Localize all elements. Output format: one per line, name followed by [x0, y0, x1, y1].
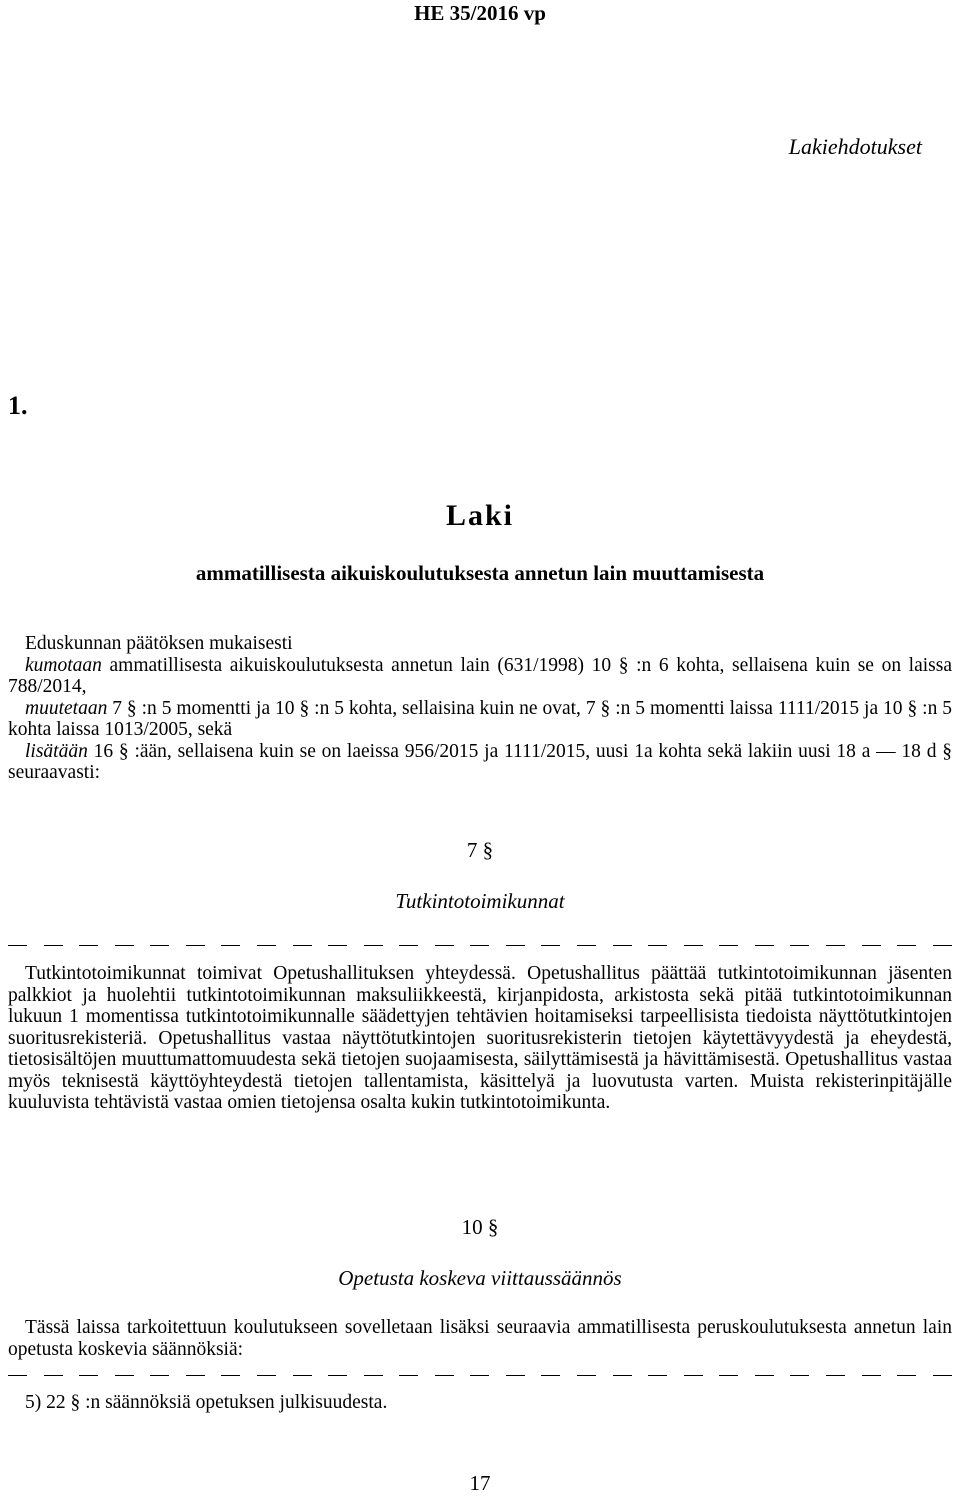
intro-paragraph-repeal [8, 655, 952, 698]
omission-dash [79, 1375, 98, 1379]
section-number: 10 § [461, 1215, 499, 1239]
intro-paragraph-amend [8, 698, 952, 741]
omission-dash [44, 945, 63, 949]
omission-dash [44, 1375, 63, 1379]
intro-keyword: kumotaan [25, 654, 102, 676]
omission-dash [862, 945, 881, 949]
section-title: Tutkintotoimikunnat [395, 889, 565, 913]
omission-dash [684, 945, 703, 949]
omission-dash [755, 945, 774, 949]
section-paragraph: Tutkintotoimikunnat toimivat Opetushallituksen yhteydessä. Opetushallitus päättää tutkintotoimikunnan jäsenten palkkiot ja huolehtii tutkintotoimikunnan maksuliikkeestä, kirjanpidosta, arkistosta sekä pitää tutkintotoimikunnan lukuun 1 momentissa tutkintotoimikunnalle säädettyjen tehtävien hoitamiseksi tarpeellisista tiedoista näyttötutkintojen suoritusrekisteriä. Opetushallitus vastaa näyttötutkintojen suoritusrekisterin tietojen käytettävyydestä ja eheydestä, tietosisältöjen muuttumattomuudesta sekä tietojen suojaamisesta, säilyttämisestä ja hävittämisestä. Opetushallitus vastaa myös teknisestä käyttöyhteydestä tietojen tallentamista, käsittelyä ja luovutusta varten. Muista rekisterinpitäjälle kuuluvista tehtävistä vastaa omien tietojensa osalta kukin tutkintotoimikunta. [8, 963, 952, 1113]
omission-dash [933, 1375, 952, 1379]
omission-dash [79, 945, 98, 949]
omission-dash [684, 1375, 703, 1379]
law-number: 1. [8, 391, 28, 420]
omission-dash [293, 1375, 312, 1379]
omission-dash [221, 1375, 240, 1379]
law-title: Laki [445, 499, 515, 532]
section-heading-proposals: Lakiehdotukset [788, 134, 922, 159]
omission-dash [150, 945, 169, 949]
omission-dash [933, 945, 952, 949]
omission-dash [897, 1375, 916, 1379]
omission-dash [115, 1375, 134, 1379]
omission-dash [186, 1375, 205, 1379]
omission-dash [719, 945, 738, 949]
omission-dash [826, 945, 845, 949]
section-body [8, 963, 952, 1114]
omission-dash [399, 945, 418, 949]
omission-dash [8, 1375, 27, 1379]
omission-dash [648, 1375, 667, 1379]
intro-text: ammatillisesta aikuiskoulutuksesta annetun lain (631/1998) 10 § :n 6 kohta, sellaisena kuin se on laissa 788/2014, [8, 654, 952, 697]
omission-dash [435, 1375, 454, 1379]
omission-dash [257, 1375, 276, 1379]
document-header: HE 35/2016 vp [414, 1, 546, 25]
omission-dash [115, 945, 134, 949]
omission-dash [506, 945, 525, 949]
intro-text: 7 § :n 5 momentti ja 10 § :n 5 kohta, sellaisina kuin ne ovat, 7 § :n 5 momentti laissa 1111/2015 ja 10 § :n 5 kohta laissa 1013/2005, sekä [8, 697, 952, 740]
omission-dash [862, 1375, 881, 1379]
omission-line [8, 1375, 952, 1379]
omission-dash [541, 1375, 560, 1379]
section-body [8, 1392, 952, 1414]
omission-dash [577, 1375, 596, 1379]
omission-dash [293, 945, 312, 949]
omission-dash [186, 945, 205, 949]
omission-dash [790, 1375, 809, 1379]
intro-paragraph-add [8, 741, 952, 784]
omission-dash [826, 1375, 845, 1379]
omission-line [8, 945, 952, 949]
section-title: Opetusta koskeva viittaussäännös [338, 1266, 622, 1290]
law-subtitle: ammatillisesta aikuiskoulutuksesta annetun lain muuttamisesta [195, 561, 765, 585]
omission-dash [897, 945, 916, 949]
omission-dash [506, 1375, 525, 1379]
section-number: 7 § [466, 838, 494, 862]
omission-dash [8, 945, 27, 949]
omission-dash [613, 945, 632, 949]
omission-dash [648, 945, 667, 949]
intro-keyword: muutetaan [25, 697, 108, 719]
omission-dash [719, 1375, 738, 1379]
intro-line: Eduskunnan päätöksen mukaisesti [25, 633, 293, 654]
omission-dash [577, 945, 596, 949]
section-paragraph: Tässä laissa tarkoitettuun koulutukseen sovelletaan lisäksi seuraavia ammatillisesta peruskoulutuksesta annetun lain opetusta koskevia säännöksiä: [8, 1317, 952, 1360]
omission-dash [790, 945, 809, 949]
list-item: 5) 22 § :n säännöksiä opetuksen julkisuudesta. [25, 1392, 388, 1413]
omission-dash [755, 1375, 774, 1379]
intro-text: 16 § :ään, sellaisena kuin se on laeissa 956/2015 ja 1111/2015, uusi 1a kohta sekä lakiin uusi 18 a — 18 d § seuraavasti: [8, 740, 952, 783]
omission-dash [435, 945, 454, 949]
omission-dash [328, 1375, 347, 1379]
intro-keyword: lisätään [25, 740, 88, 762]
omission-dash [541, 945, 560, 949]
page-number: 17 [469, 1471, 491, 1495]
omission-dash [399, 1375, 418, 1379]
omission-dash [470, 945, 489, 949]
law-introduction [8, 633, 952, 784]
section-body [8, 1317, 952, 1360]
omission-dash [364, 945, 383, 949]
omission-dash [613, 1375, 632, 1379]
omission-dash [221, 945, 240, 949]
omission-dash [364, 1375, 383, 1379]
omission-dash [257, 945, 276, 949]
omission-dash [328, 945, 347, 949]
omission-dash [150, 1375, 169, 1379]
omission-dash [470, 1375, 489, 1379]
